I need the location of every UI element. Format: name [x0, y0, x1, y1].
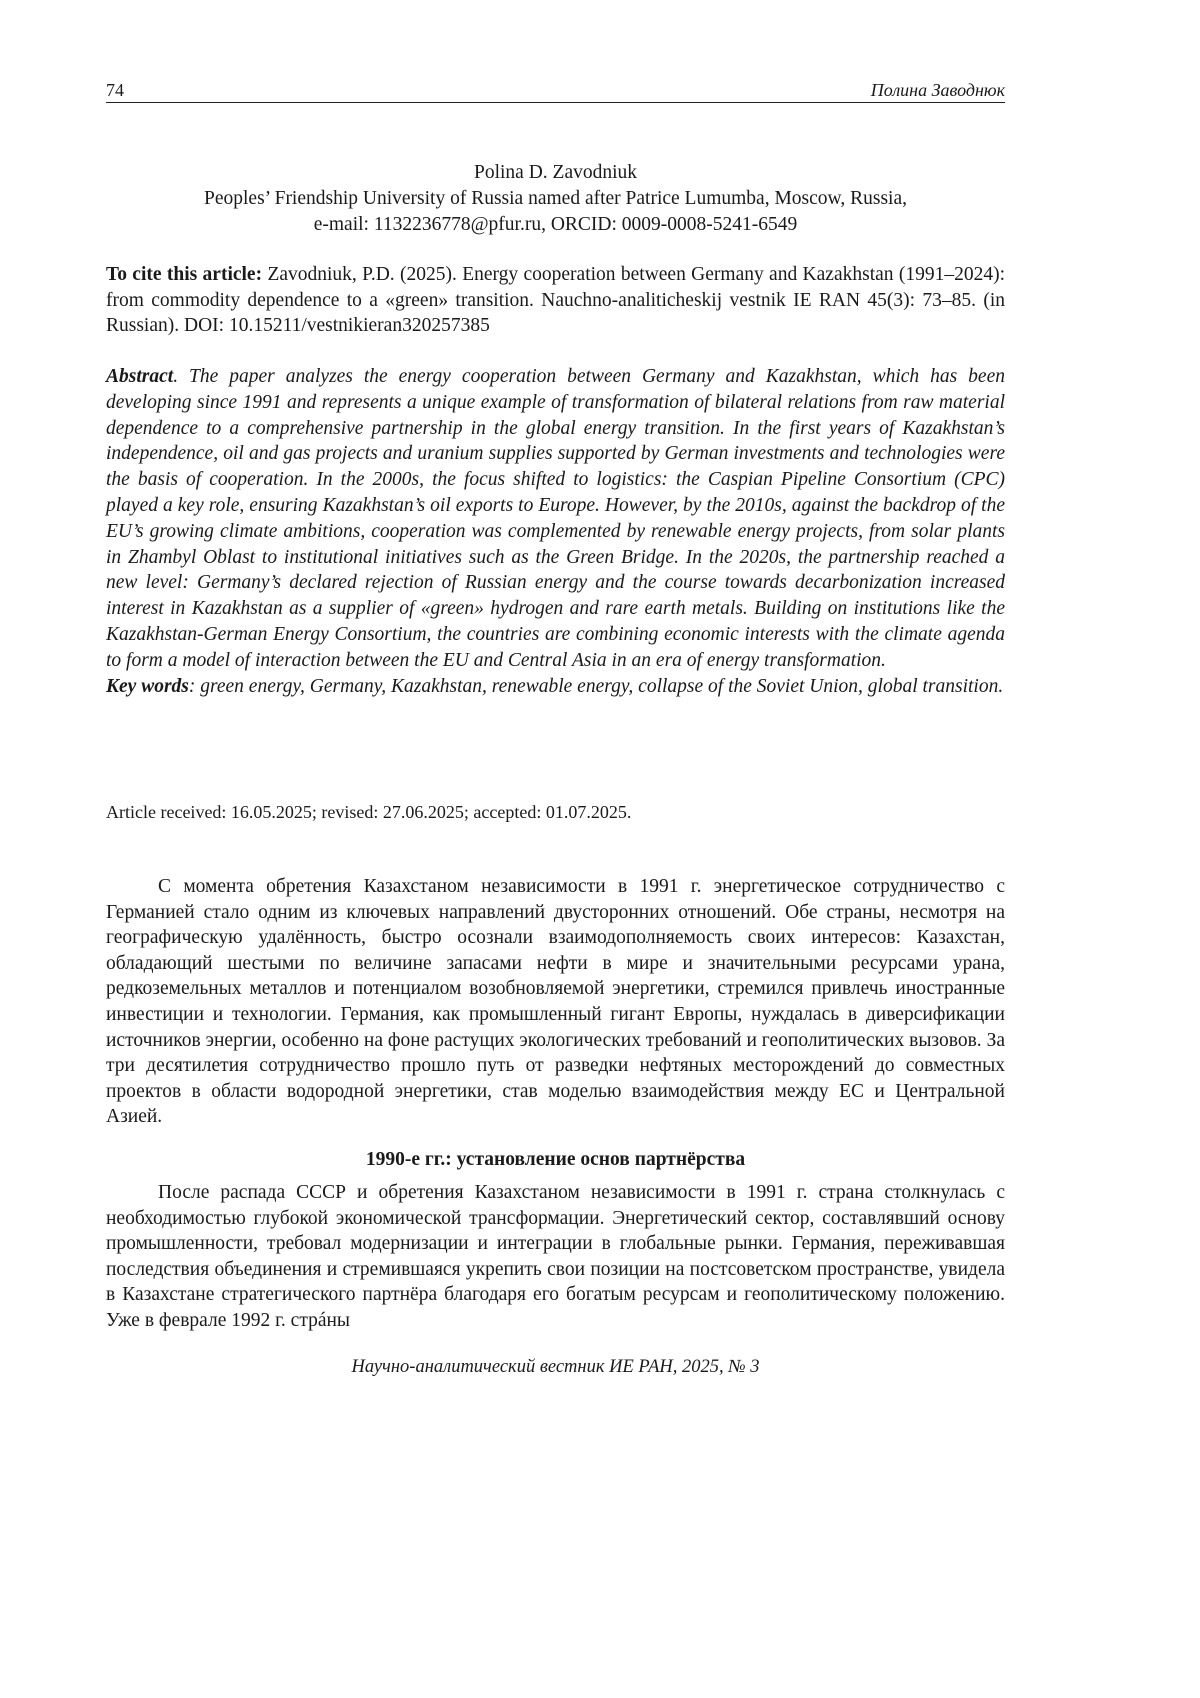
citation-text: Zavodniuk, P.D. (2025). Energy cooperation between Germany and Kazakhstan (1991–2024): from commodity dependence to a «green» transition. Nauchno-analiticheskij vestnik IE RAN 45(3): 73–85. (in Russian). DOI: 10.15211/vestnikieran320257385 [106, 264, 1006, 336]
abstract-text: The paper analyzes the energy cooperation between Germany and Kazakhstan, which has been developing since 1991 and represents a unique example of transformation of bilateral relations from raw material dependence to a comprehensive partnership in the global energy transition. In the first years of Kazakhstan’s independence, oil and gas projects and uranium supplies supported by German investments and technologies were the basis of cooperation. In the 2000s, the focus shifted to logistics: the Caspian Pipeline Consortium (CPC) played a key role, ensuring Kazakhstan’s oil exports to Europe. However, by the 2010s, against the backdrop of the EU’s growing climate ambitions, cooperation was complemented by renewable energy projects, from solar plants in Zhambyl Oblast to institutional initiatives such as the Green Bridge. In the 2020s, the partnership reached a new level: Germany’s declared rejection of Russian energy and the course towards decarbonization increased interest in Kazakhstan as a supplier of «green» hydrogen and rare earth metals. Building on institutions like the Kazakhstan-German Energy Consortium, the countries are combining economic interests with the climate agenda to form a model of interaction between the EU and Central Asia in an era of energy transformation. [106, 366, 1005, 671]
page-number: 74 [106, 80, 124, 100]
running-title: Полина Заводнюк [870, 80, 1005, 100]
author-block [106, 160, 1005, 238]
citation-block [106, 262, 1005, 339]
author-contact: e-mail: 1132236778@pfur.ru, ORCID: 0009-0008-5241-6549 [313, 214, 798, 235]
article-dates: Article received: 16.05.2025; revised: 27.06.2025; accepted: 01.07.2025. [106, 802, 632, 822]
citation-label: To cite this article: [106, 264, 263, 285]
running-header [106, 78, 1005, 103]
section-heading: 1990-е гг.: установление основ партнёрства [365, 1149, 746, 1170]
keywords-text: : green energy, Germany, Kazakhstan, renewable energy, collapse of the Soviet Union, global transition. [188, 675, 1004, 697]
body-intro-paragraph: С момента обретения Казахстаном независимости в 1991 г. энергетическое сотрудничество с Германией стало одним из ключевых направлений двусторонних отношений. Обе страны, несмотря на географическую удалённость, быстро осознали взаимодополняемость своих интересов: Казахстан, обладающий шестыми по величине запасами нефти в мире и значительными ресурсами урана, редкоземельных металлов и потенциалом возобновляемой энергетики, стремился привлечь иностранные инвестиции и технологии. Германия, как промышленный гигант Европы, нуждалась в диверсификации источников энергии, особенно на фоне растущих экологических требований и геополитических вызовов. За три десятилетия сотрудничество прошло путь от разведки нефтяных месторождений до совместных проектов в области водородной энергетики, став моделью взаимодействия между ЕС и Центральной Азией. [106, 876, 1005, 1128]
journal-footer: Научно-аналитический вестник ИЕ РАН, 2025, № 3 [351, 1357, 760, 1377]
keywords-label: Key words [106, 675, 189, 697]
author-affiliation: Peoples’ Friendship University of Russia named after Patrice Lumumba, Moscow, Russia, [204, 188, 907, 209]
body-section-paragraph: После распада СССР и обретения Казахстаном независимости в 1991 г. страна столкнулась с необходимостью глубокой экономической трансформации. Энергетический сектор, составлявший основу промышленности, требовал модернизации и интеграции в глобальные рынки. Германия, переживавшая последствия объединения и стремившаяся укрепить свои позиции на постсоветском пространстве, увидела в Казахстане стратегического партнёра благодаря его богатым ресурсам и геополитическому положению. Уже в феврале 1992 г. стрáны [106, 1182, 1005, 1331]
author-name: Polina D. Zavodniuk [473, 162, 638, 183]
abstract-label: Abstract [106, 366, 174, 387]
abstract-block: Abstract. The paper analyzes the energy cooperation between Germany and Kazakhstan, which has been developing since 1991 and represents a unique example of transformation of bilateral relations from raw material dependence to a comprehensive partnership in the global energy transition. In the first years of Kazakhstan’s independence, oil and gas projects and uranium supplies supported by German investments and technologies were the basis of cooperation. In the 2000s, the focus shifted to logistics: the Caspian Pipeline Consortium (CPC) played a key role, ensuring Kazakhstan’s oil exports to Europe. However, by the 2010s, against the backdrop of the EU’s growing climate ambitions, cooperation was complemented by renewable energy projects, from solar plants in Zhambyl Oblast to institutional initiatives such as the Green Bridge. In the 2020s, the partnership reached a new level: Germany’s declared rejection of Russian energy and the course towards decarbonization increased interest in Kazakhstan as a supplier of «green» hydrogen and rare earth metals. Building on institutions like the Kazakhstan-German Energy Consortium, the countries are combining economic interests with the climate agenda to form a model of interaction between the EU and Central Asia in an era of energy transformation. Key words: green energy, Germany, Kazakhstan, renewable energy, collapse of the Soviet Union, global transition. [106, 366, 1005, 697]
